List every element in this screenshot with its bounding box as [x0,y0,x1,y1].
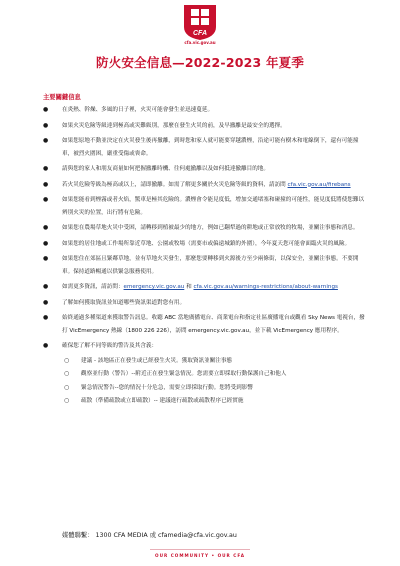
bullet-text: 了解如何獲取資訊並知道哪些資訊渠道對您有用。 [62,299,186,306]
bullet-text: 如果您原地不動並決定在火災發生後再撤離，到時您和家人就可能要穿越濃煙，沿途可能有樹木和電線倒下，還有可能撞車，被烈火圍困，嚴重受傷或喪命。 [62,138,359,157]
key-messages-list [43,104,365,410]
list-item [43,104,365,117]
bullet-text: 如果您住在郊區且緊鄰草地，並有草地火災發生，那麼您要轉移到火源後方至少兩條街，以保安全，並關注事態。不要開車。保持道路暢通以供緊急服務使用。 [62,256,359,275]
cfa-logo [182,3,218,41]
bullet-text: 如果火災危險等級達到極高或災難級別，那麼在發生火災的前，及早撤離是最安全的選擇。 [62,122,286,129]
list-item [43,179,365,192]
and-text: 和 [186,284,192,290]
warning-levels-list [62,356,365,407]
footer-tagline: OUR COMMUNITY • OUR CFA [155,553,245,558]
bullet-text: 確保您了解不同等級的警告及其含義： [62,343,158,349]
sub-bullet-text: 觀察並行動（警告）--附近正在發生緊急情況。您需要立即採取行動保護自己和他人 [81,371,287,378]
list-item [43,194,365,219]
bullet-icon: ● [43,224,49,231]
bullet-icon: ● [43,196,49,203]
cfa-shield-icon [182,3,218,41]
bullet-icon: ● [43,342,49,349]
circle-bullet-icon: ○ [64,383,70,391]
list-item [43,253,365,278]
circle-bullet-icon: ○ [64,397,70,405]
bullet-text: 如果您能看到煙霧或者火焰，驚車是極其危險的。濃煙會令能見度低，增加交通堵塞和碰撞的可能性，能見度低將使您難以辨別火災的位置，出行將有危險。 [62,197,365,216]
sub-list-item [62,383,365,393]
bullet-text: 如果您的居住地或工作場所靠近草地、公園或牧場（需要市或偏遠城鎮的外圍），今年夏天您可能會面臨火災的風險。 [62,240,351,247]
list-item [43,297,365,310]
media-contact: 媒體聯繫： 1300 CFA MEDIA 或 cfamedia@cfa.vic.gov.au [62,532,237,539]
bullet-icon: ● [43,180,49,188]
sub-list-item [62,369,365,379]
emergency-link[interactable]: emergency.vic.gov.au [123,284,185,290]
list-item [43,281,365,294]
sub-list-item [62,396,365,406]
list-item [43,163,365,176]
section-heading: 主要關鍵信息 [43,94,81,101]
bullet-icon: ● [43,106,49,113]
list-item [43,340,365,406]
list-item [43,120,365,133]
bullet-text: 若火災危險等級為極高或以上，請即撤離。如需了解更多關於火災危險等級的資料，請訪問 [62,181,286,188]
circle-bullet-icon: ○ [64,370,70,378]
firebans-link[interactable]: cfa.vic.gov.au/firebans [287,181,351,188]
list-item [43,312,365,337]
bullet-text: 如果您在農場草地火災中受困，請轉移到植被最少的地方，例如已翻犁過的耕地或正常放牧的牧場，並關注事態和消息。 [62,225,359,231]
bullet-text: 如需更多資訊，請訪問： [62,284,124,290]
sub-bullet-text: 建議 - 該地區正在發生或已經發生火災。獲取資訊並關注事態 [81,357,233,364]
circle-bullet-icon: ○ [64,356,70,364]
bullet-text: 始終通過多種渠道來獲取警告訊息。收聽 ABC 當地廣播電台、商業電台和指定社區廣播電台或觀看 Sky News 電視台，撥打 VicEmergency 熱線（1800 226 226），訪問 emergency.vic.gov.au，並下載 VicEmergency 應用程序。 [62,315,365,334]
list-item [43,135,365,160]
logo-wordmark: CFA [193,30,207,37]
list-item [43,222,365,235]
bullet-icon: ● [43,298,49,306]
bullet-icon: ● [43,314,49,321]
bullet-icon: ● [43,165,49,172]
warnings-link[interactable]: cfa.vic.gov.au/warnings-restrictions/about-warnings [193,284,338,290]
bullet-icon: ● [43,137,49,144]
list-item [43,238,365,251]
sub-bullet-text: 疏散（準備疏散或立即疏散）-- 建議進行疏散或疏散程序已經實施 [81,398,244,405]
bullet-icon: ● [43,121,49,129]
footer-divider [150,549,250,550]
sub-list-item [62,356,365,366]
page-title: 防火安全信息—2022-2023 年夏季 [95,55,305,70]
bullet-text: 請與您的家人和朋友商量如何把握撤離時機、往何處撤離以及如何抵達撤離目的地。 [62,166,269,172]
bullet-icon: ● [43,255,49,262]
bullet-icon: ● [43,239,49,247]
bullet-text: 在炎熱、幹燥、多風的日子裡，火災可能會發生並迅速蔓延。 [62,107,214,113]
logo-url: cfa.vic.gov.au [184,40,216,45]
sub-bullet-text: 緊急情況警告--您的情況十分危急，需要立即採取行動。您將受到影響 [81,384,253,391]
bullet-icon: ● [43,283,49,290]
